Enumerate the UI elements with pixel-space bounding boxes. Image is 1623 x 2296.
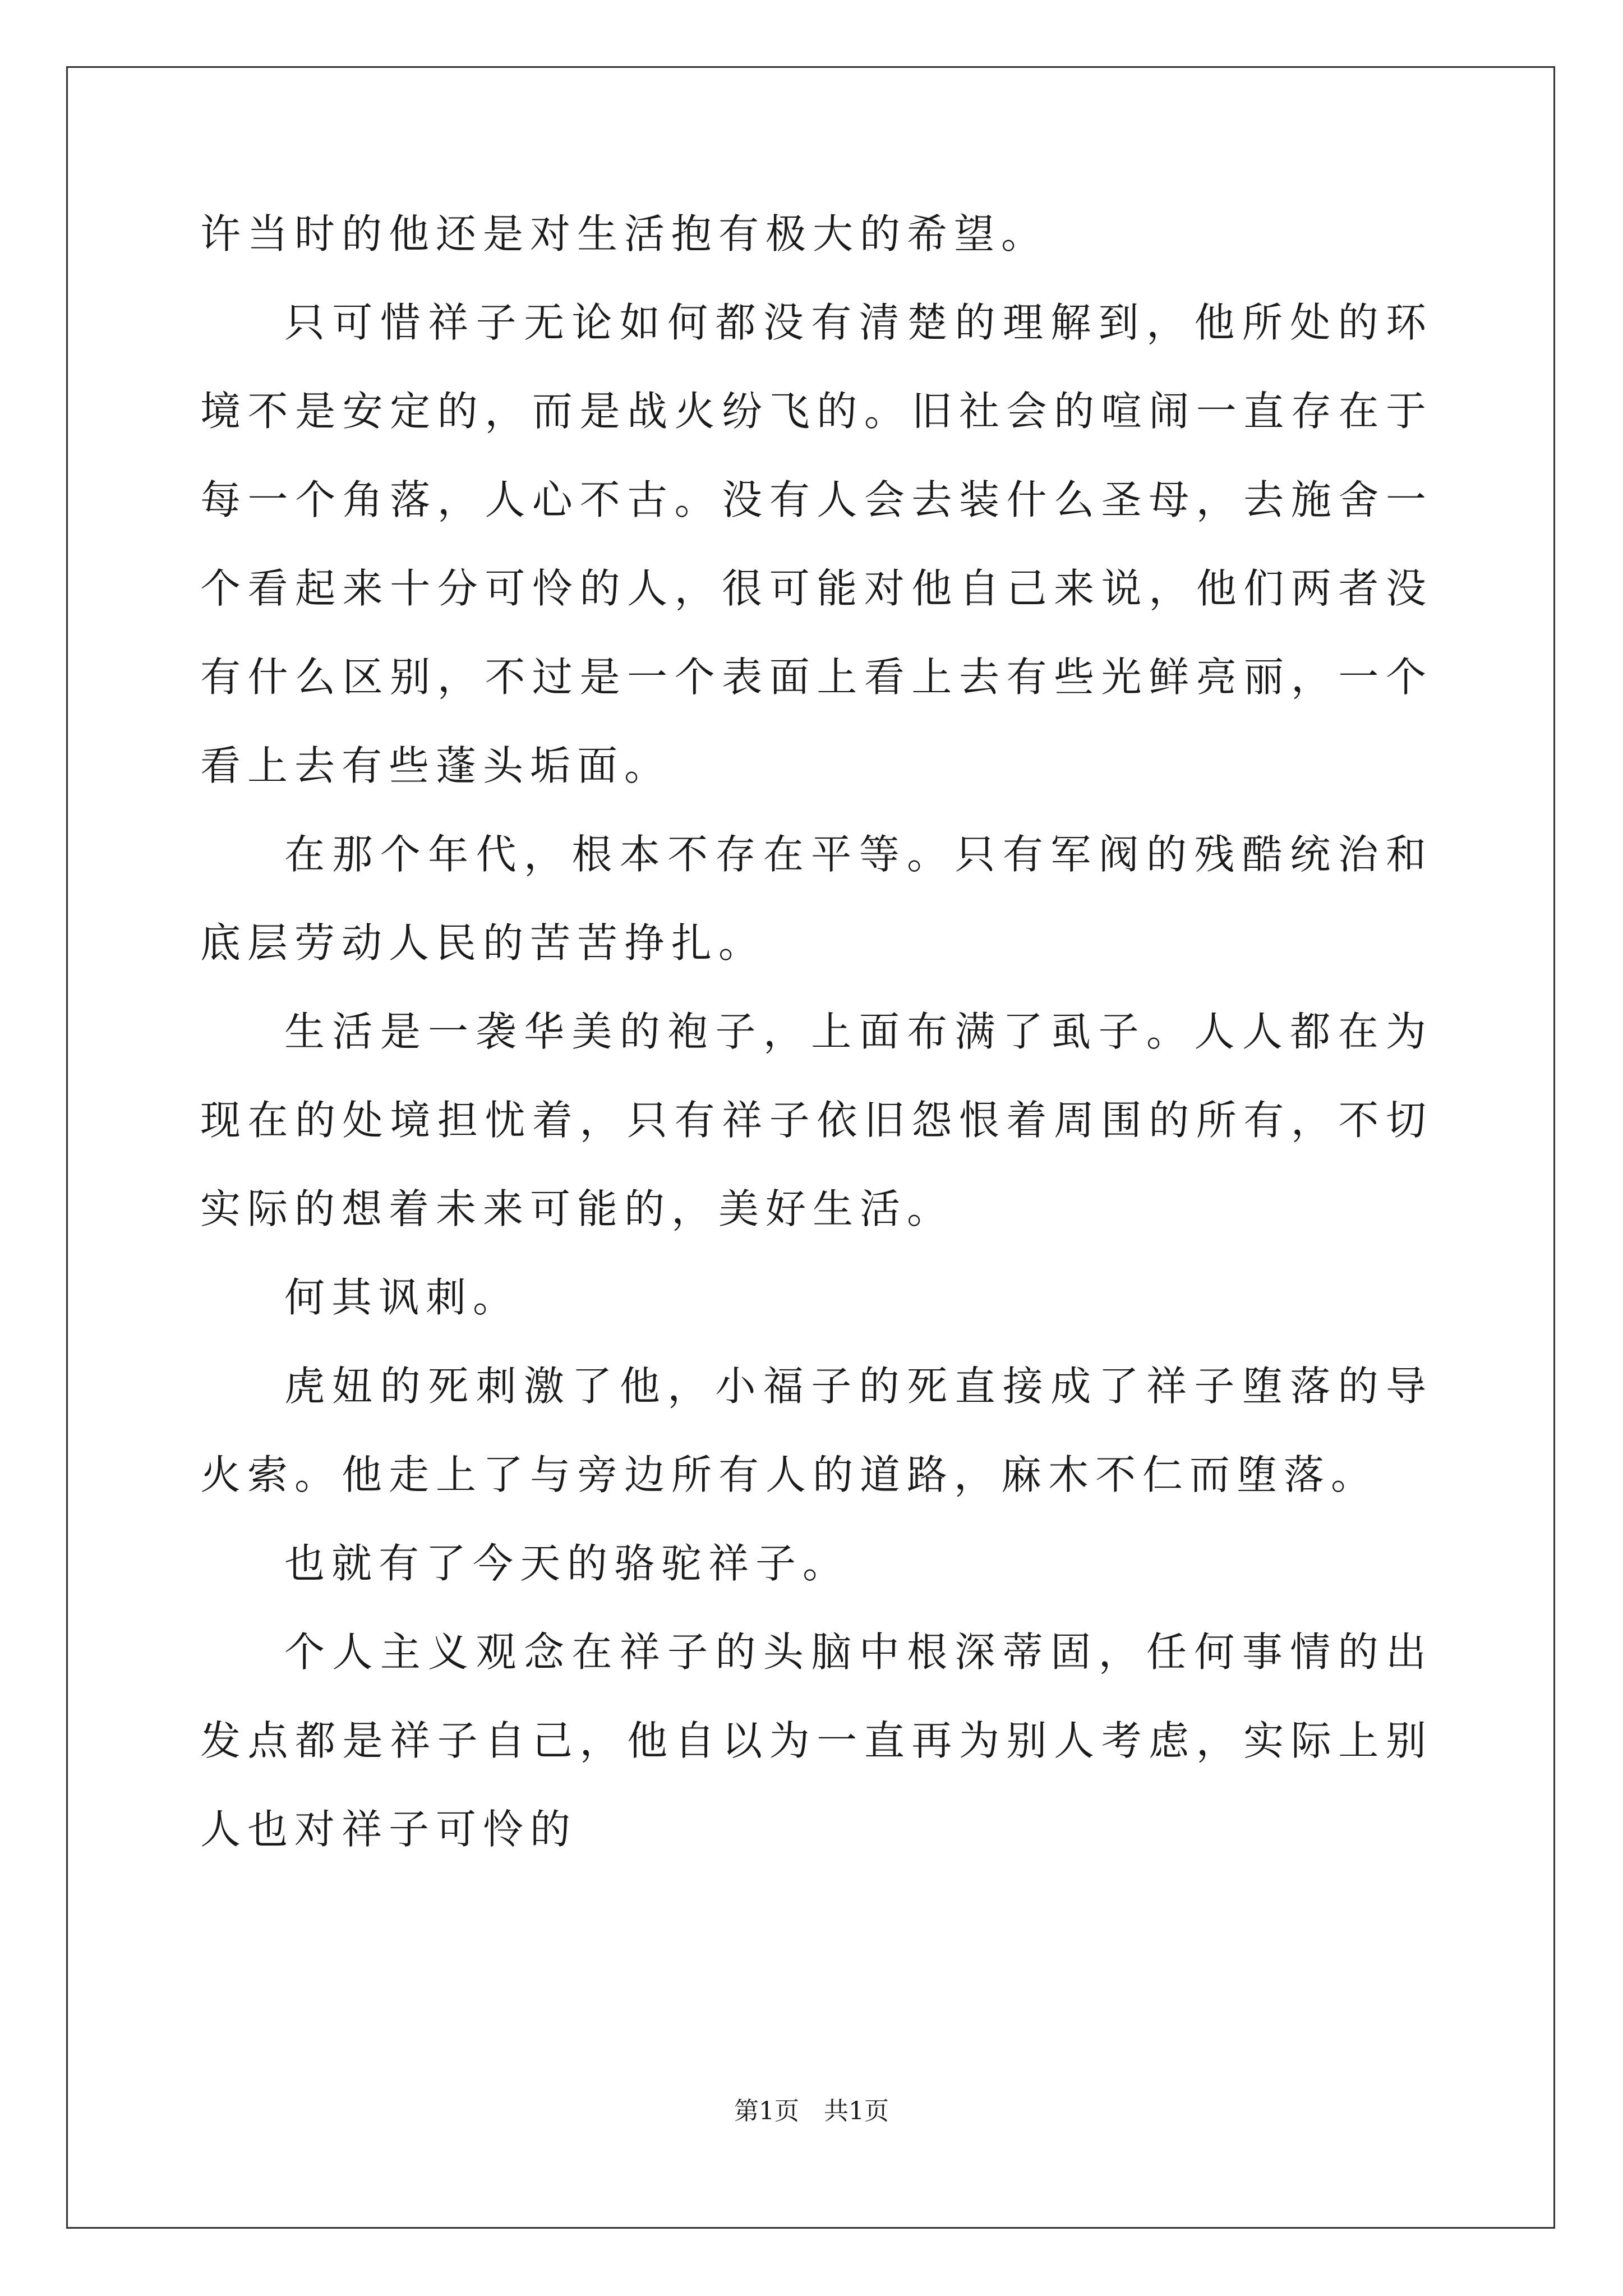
paragraph-4: 生活是一袭华美的袍子，上面布满了虱子。人人都在为现在的处境担忧着，只有祥子依旧怨恨着周围的所有，不切实际的想着未来可能的，美好生活。	[200, 1008, 1433, 1232]
paragraph-2: 只可惜祥子无论如何都没有清楚的理解到，他所处的环境不是安定的，而是战火纷飞的。旧社会的喧闹一直存在于每一个角落，人心不古。没有人会去装什么圣母，去施舍一个看起来十分可怜的人，很可能对他自己来说，他们两者没有什么区别，不过是一个表面上看上去有些光鲜亮丽，一个看上去有些蓬头垢面。	[200, 299, 1433, 789]
paragraph-3: 在那个年代，根本不存在平等。只有军阀的残酷统治和底层劳动人民的苦苦挣扎。	[200, 831, 1433, 967]
paragraph-6: 虎妞的死刺激了他，小福子的死直接成了祥子堕落的导火索。他走上了与旁边所有人的道路，麻木不仁而堕落。	[200, 1363, 1433, 1498]
paragraph-7: 也就有了今天的骆驼祥子。	[284, 1540, 850, 1587]
paragraph-5: 何其讽刺。	[284, 1274, 520, 1321]
paragraph-8: 个人主义观念在祥子的头脑中根深蒂固，任何事情的出发点都是祥子自己，他自以为一直再为别人考虑，实际上别人也对祥子可怜的	[200, 1628, 1433, 1853]
document-body	[200, 190, 1433, 1874]
page-number-footer: 第1页 共1页	[734, 2097, 889, 2125]
paragraph-1: 许当时的他还是对生活抱有极大的希望。	[200, 210, 1049, 257]
